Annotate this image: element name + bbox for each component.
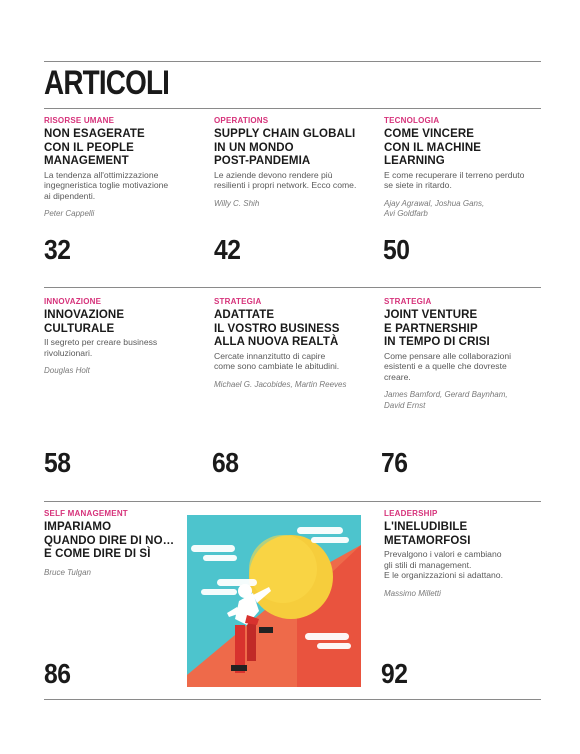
bottom-rule [44, 699, 541, 700]
article-author [214, 380, 384, 391]
article-title-line: QUANDO DIRE DI NO… [44, 534, 175, 547]
article-author-line: Willy C. Shih [214, 198, 260, 208]
article-author [44, 209, 204, 220]
article-card-3[interactable] [384, 116, 544, 220]
top-rule [44, 61, 541, 62]
article-description-line: creare. [384, 371, 411, 382]
article-category: RISORSE UMANE [44, 116, 115, 125]
article-title[interactable] [384, 521, 544, 548]
article-card-4[interactable] [44, 297, 204, 377]
article-title-line: IMPARIAMO [44, 521, 112, 533]
article-title-line: IN UN MONDO [214, 141, 294, 154]
article-title[interactable] [214, 309, 384, 350]
article-title[interactable] [44, 309, 204, 336]
article-title-line: LEARNING [384, 155, 445, 167]
article-description-line: se siete in ritardo. [384, 180, 452, 190]
page-number: 86 [44, 658, 71, 689]
article-description [44, 170, 204, 202]
section-heading: ARTICOLI [44, 64, 170, 102]
article-card-2[interactable] [214, 116, 384, 209]
page-number: 68 [212, 447, 239, 478]
article-author-line: Bruce Tulgan [44, 567, 91, 577]
article-author [44, 568, 184, 579]
article-author [384, 390, 544, 411]
article-category: LEADERSHIP [384, 509, 438, 518]
article-author-line: Massimo Milletti [384, 588, 441, 598]
article-description-line: Il segreto per creare business [44, 337, 158, 347]
article-title[interactable] [384, 309, 544, 350]
article-illustration [187, 515, 361, 687]
article-title-line: SUPPLY CHAIN GLOBALI [214, 128, 356, 140]
article-title-line: CON IL MACHINE [384, 141, 482, 154]
article-description-line: resilienti i propri network. Ecco come. [214, 180, 357, 190]
article-title-line: IL VOSTRO BUSINESS [214, 322, 340, 335]
article-author-line: Douglas Holt [44, 366, 90, 375]
article-card-8[interactable] [384, 509, 544, 599]
article-author [384, 199, 544, 220]
article-title-line: INNOVAZIONE [44, 309, 125, 321]
article-title-line: E PARTNERSHIP [384, 322, 478, 335]
article-category: SELF MANAGEMENT [44, 509, 128, 518]
article-category: TECNOLOGIA [384, 116, 440, 125]
article-title-line: MANAGEMENT [44, 155, 129, 167]
row-rule-1 [44, 108, 541, 109]
page-number: 32 [44, 234, 71, 265]
article-title-line: CULTURALE [44, 322, 115, 335]
article-title-line: POST-PANDEMIA [214, 155, 311, 167]
row-rule-2 [44, 287, 541, 288]
article-description [384, 549, 544, 581]
article-description-line: Le aziende devono rendere più [214, 169, 333, 180]
article-description-line: La tendenza all'ottimizzazione [44, 169, 159, 180]
article-card-6[interactable] [384, 297, 544, 411]
article-author-line: Avi Goldfarb [384, 209, 428, 218]
article-description-line: E come recuperare il terreno perduto [384, 169, 525, 180]
article-description-line: Come pensare alle collaborazioni [384, 350, 512, 361]
article-title[interactable] [44, 521, 184, 562]
article-author [384, 589, 544, 600]
article-title-line: ALLA NUOVA REALTÀ [214, 336, 339, 348]
article-description [214, 351, 384, 372]
article-description-line: Prevalgono i valori e cambiano [384, 549, 502, 559]
article-title-line: COME VINCERE [384, 128, 475, 140]
article-card-5[interactable] [214, 297, 384, 390]
article-description [384, 170, 544, 191]
article-category: INNOVAZIONE [44, 297, 102, 306]
article-category: OPERATIONS [214, 116, 269, 125]
article-category: STRATEGIA [214, 297, 262, 306]
article-author-line: David Ernst [384, 400, 426, 410]
page-number: 58 [44, 447, 71, 478]
article-description-line: E le organizzazioni si adattano. [384, 570, 503, 580]
article-description-line: esistenti e a quelle che dovreste [384, 361, 507, 371]
article-author-line: Michael G. Jacobides, Martin Reeves [214, 379, 347, 389]
article-category: STRATEGIA [384, 297, 432, 306]
article-author [44, 366, 204, 377]
article-description-line: ai dipendenti. [44, 190, 96, 201]
article-author-line: Ajay Agrawal, Joshua Gans, [384, 198, 485, 208]
article-description [384, 351, 544, 383]
article-title-line: NON ESAGERATE [44, 128, 145, 140]
article-description-line: Cercate innanzitutto di capire [214, 350, 326, 361]
article-description-line: ingegneristica toglie motivazione [44, 180, 169, 190]
article-description-line: come sono cambiate le abitudini. [214, 361, 340, 371]
article-description-line: rivoluzionari. [44, 347, 93, 358]
article-title-line: IN TEMPO DI CRISI [384, 336, 490, 348]
article-title-line: JOINT VENTURE [384, 309, 478, 321]
page-number: 50 [383, 234, 410, 265]
article-description-line: gli stili di management. [384, 559, 472, 570]
article-title-line: E COME DIRE DI SÌ [44, 548, 151, 560]
article-title-line: METAMORFOSI [384, 534, 471, 547]
article-title-line: CON IL PEOPLE [44, 141, 134, 154]
page-number: 76 [381, 447, 408, 478]
row-rule-3 [44, 501, 541, 502]
article-author-line: James Bamford, Gerard Baynham, [384, 390, 508, 399]
article-author-line: Peter Cappelli [44, 209, 95, 218]
article-title[interactable] [214, 128, 384, 169]
page-number: 42 [214, 234, 241, 265]
page-number: 92 [381, 658, 408, 689]
article-title[interactable] [44, 128, 204, 169]
article-card-1[interactable] [44, 116, 204, 220]
article-title-line: L'INELUDIBILE [384, 521, 468, 533]
article-author [214, 199, 384, 210]
article-title-line: ADATTATE [214, 309, 275, 321]
article-description [44, 337, 204, 358]
article-description [214, 170, 384, 191]
article-card-7[interactable] [44, 509, 184, 578]
article-title[interactable] [384, 128, 544, 169]
